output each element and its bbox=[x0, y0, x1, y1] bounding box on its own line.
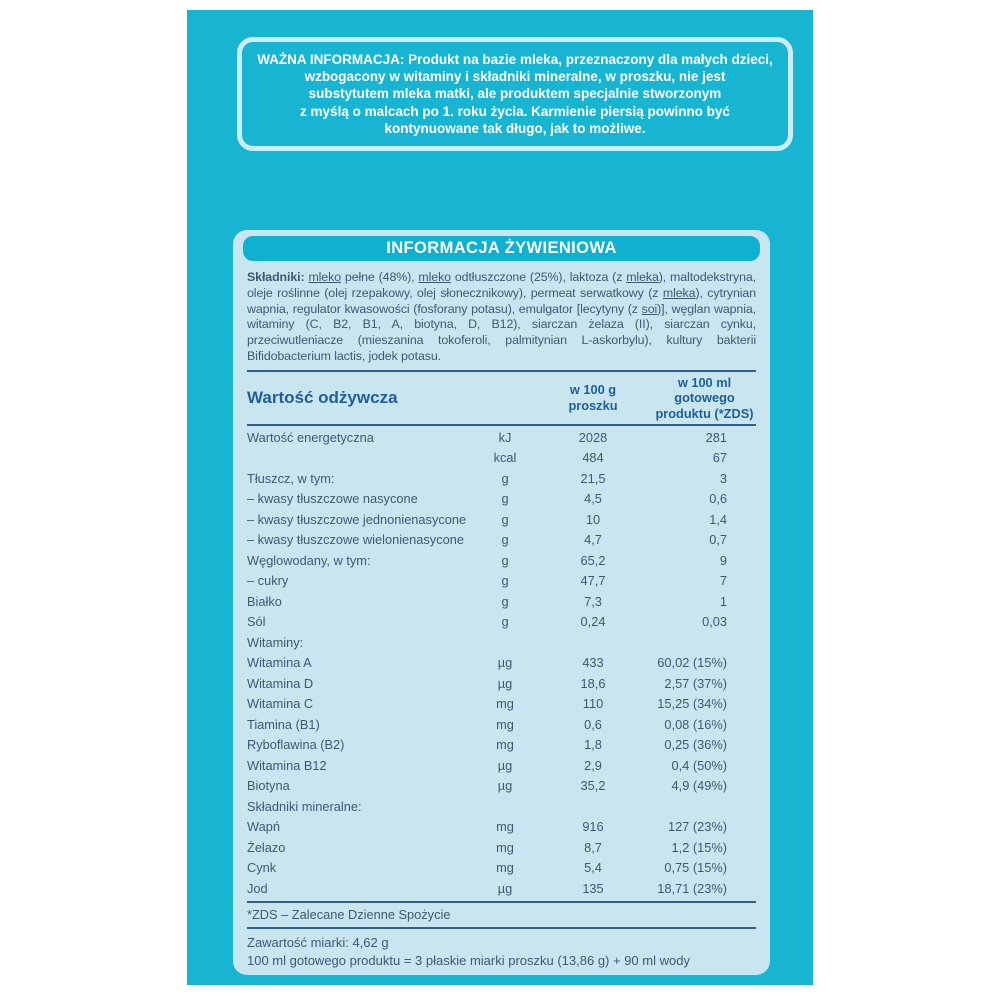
nutrient-unit: mg bbox=[496, 737, 514, 753]
value-per-100ml: 67 bbox=[712, 450, 727, 466]
value-per-100ml bbox=[653, 797, 756, 818]
table-row bbox=[247, 571, 756, 592]
table-row bbox=[247, 838, 756, 859]
value-per-100g: 0,6 bbox=[584, 716, 602, 732]
table-row bbox=[247, 756, 756, 777]
table-row bbox=[247, 797, 756, 818]
value-per-100ml: 0,03 bbox=[702, 614, 727, 630]
value-per-100ml: 0,6 bbox=[709, 491, 727, 507]
table-row bbox=[247, 612, 756, 633]
nutrient-unit: mg bbox=[496, 716, 514, 732]
nutrient-label: Wartość energetyczna bbox=[247, 429, 374, 445]
value-per-100ml: 15,25 (34%) bbox=[657, 696, 727, 712]
value-per-100ml: 3 bbox=[719, 470, 727, 486]
value-per-100ml: 0,75 (15%) bbox=[664, 860, 727, 876]
text-line: w 100 ml bbox=[677, 374, 732, 390]
ingredient-segment: mleka bbox=[626, 270, 659, 284]
ingredient-segment: pełne (48%), bbox=[341, 270, 419, 284]
value-per-100ml: 2,57 (37%) bbox=[664, 675, 727, 691]
nutrient-label: Witamina C bbox=[247, 696, 314, 712]
table-row bbox=[247, 530, 756, 551]
column-header-per-100ml bbox=[653, 375, 756, 422]
text-line: wzbogacony w witaminy i składniki mineralne, w proszku, nie jest bbox=[304, 69, 726, 85]
nutrient-label: Witamina A bbox=[247, 655, 312, 671]
column-header-per-100g bbox=[533, 382, 653, 413]
nutrient-label: Węglowodany, w tym: bbox=[247, 552, 371, 568]
nutrient-label: Biotyna bbox=[247, 778, 290, 794]
table-row bbox=[247, 858, 756, 879]
nutrition-table-body bbox=[247, 426, 756, 902]
table-row bbox=[247, 428, 756, 449]
nutrient-unit: mg bbox=[496, 839, 514, 855]
nutrient-label: Jod bbox=[247, 880, 268, 896]
nutrient-unit: g bbox=[501, 573, 509, 589]
ingredient-segment: Składniki: bbox=[247, 270, 309, 284]
nutrient-unit: mg bbox=[496, 696, 514, 712]
nutrient-label: – kwasy tłuszczowe jednonienasycone bbox=[247, 511, 467, 527]
ingredient-segment: ), maltodekstryna, oleje roślinne (olej rzepakowy, olej słonecznikowy), permeat serwatkowy (z bbox=[247, 270, 756, 300]
table-row bbox=[247, 674, 756, 695]
nutrition-panel-title: INFORMACJA ŻYWIENIOWA bbox=[386, 239, 617, 257]
table-row bbox=[247, 879, 756, 900]
ingredient-segment: ), cytrynian wapnia, regulator kwasowości (fosforany potasu), emulgator [lecytyny (z bbox=[247, 285, 756, 316]
preparation-block bbox=[247, 929, 756, 969]
table-row bbox=[247, 715, 756, 736]
text-line: substytutem mleka matki, ale produktem specjalnie stworzonym bbox=[308, 86, 722, 102]
text-line: produktu (*ZDS) bbox=[655, 405, 754, 421]
value-per-100g: 21,5 bbox=[580, 470, 606, 486]
ingredient-segment: soi bbox=[641, 301, 658, 316]
nutrient-unit: g bbox=[501, 491, 509, 507]
important-information-box bbox=[237, 37, 793, 151]
nutrient-label bbox=[247, 448, 477, 469]
text-line: gotowego bbox=[674, 390, 735, 406]
value-per-100g: 5,4 bbox=[584, 860, 602, 876]
text-line: WAŻNA INFORMACJA: Produkt na bazie mleka, przeznaczony dla małych dzieci, bbox=[257, 52, 773, 67]
table-row bbox=[247, 735, 756, 756]
ingredient-segment: mleko bbox=[418, 270, 451, 284]
value-per-100ml: 0,7 bbox=[709, 532, 727, 548]
table-row bbox=[247, 489, 756, 510]
value-per-100g bbox=[533, 797, 653, 818]
table-row bbox=[247, 633, 756, 654]
nutrient-label: – cukry bbox=[247, 573, 289, 589]
value-per-100g: 0,24 bbox=[580, 614, 606, 630]
table-row bbox=[247, 694, 756, 715]
nutrient-label: Białko bbox=[247, 593, 282, 609]
value-per-100g: 2028 bbox=[578, 429, 608, 445]
value-per-100ml: 0,4 (50%) bbox=[671, 757, 727, 773]
nutrient-label: Żelazo bbox=[247, 839, 286, 855]
nutrient-label: Ryboflawina (B2) bbox=[247, 737, 345, 753]
value-per-100g: 1,8 bbox=[584, 737, 602, 753]
nutrient-label: – kwasy tłuszczowe wielonienasycone bbox=[247, 532, 464, 548]
ingredient-segment: mleko bbox=[308, 270, 341, 284]
text-line: w 100 g bbox=[569, 382, 617, 398]
nutrient-label: Sól bbox=[247, 614, 266, 630]
text-line: proszku bbox=[568, 397, 618, 413]
nutrient-unit: µg bbox=[497, 757, 513, 773]
nutrient-unit: g bbox=[501, 470, 509, 486]
nutrient-unit: g bbox=[501, 552, 509, 568]
value-per-100g: 7,3 bbox=[584, 593, 602, 609]
table-row bbox=[247, 469, 756, 490]
nutrient-unit bbox=[477, 797, 533, 818]
value-per-100g: 4,7 bbox=[584, 532, 602, 548]
value-per-100g: 110 bbox=[582, 696, 604, 712]
value-per-100g: 35,2 bbox=[580, 778, 606, 794]
nutrient-label: Wapń bbox=[247, 819, 280, 835]
value-per-100ml: 60,02 (15%) bbox=[657, 655, 727, 671]
value-per-100ml bbox=[653, 633, 756, 654]
nutrition-panel bbox=[233, 230, 770, 975]
nutrient-unit: kcal bbox=[493, 450, 517, 466]
ingredients-paragraph bbox=[247, 270, 756, 365]
value-per-100g: 8,7 bbox=[584, 839, 602, 855]
value-per-100g bbox=[533, 633, 653, 654]
ingredient-segment: )], węglan wapnia, witaminy (C, B2, B1, A, biotyna, D, B12), siarczan żelaza (II), siarczan cynku, przeciwutleniacze (mieszanina tokoferoli, palmitynian L-askorbylu), kultury bakterii Bifidobacterium lactis, jodek potasu. bbox=[247, 301, 756, 363]
nutrient-label: Cynk bbox=[247, 860, 277, 876]
nutrient-label: Witamina D bbox=[247, 675, 314, 691]
nutrient-unit: g bbox=[501, 593, 509, 609]
text-line: kontynuowane tak długo, jak to możliwe. bbox=[384, 120, 646, 136]
scoop-content-line: Zawartość miarki: 4,62 g bbox=[247, 935, 389, 951]
value-per-100ml: 0,25 (36%) bbox=[664, 737, 727, 753]
value-per-100g: 4,5 bbox=[584, 491, 602, 507]
nutrient-unit: mg bbox=[496, 819, 514, 835]
value-per-100ml: 0,08 (16%) bbox=[664, 716, 727, 732]
value-per-100ml: 1,2 (15%) bbox=[671, 839, 727, 855]
value-per-100ml: 1 bbox=[719, 593, 727, 609]
text-line: z myślą o malcach po 1. roku życia. Karmienie piersią powinno być bbox=[300, 103, 730, 119]
nutrient-unit: mg bbox=[496, 860, 514, 876]
value-per-100ml: 1,4 bbox=[709, 511, 727, 527]
nutrient-unit: g bbox=[501, 614, 509, 630]
value-per-100ml: 4,9 (49%) bbox=[671, 778, 727, 794]
nutrient-label: Witaminy: bbox=[247, 634, 304, 650]
value-per-100ml: 18,71 (23%) bbox=[657, 880, 727, 896]
table-title: Wartość odżywcza bbox=[247, 387, 398, 407]
value-per-100g: 65,2 bbox=[580, 552, 606, 568]
zds-footnote: *ZDS – Zalecane Dzienne Spożycie bbox=[247, 907, 451, 923]
value-per-100g: 10 bbox=[585, 511, 601, 527]
value-per-100g: 47,7 bbox=[580, 573, 606, 589]
table-row bbox=[247, 776, 756, 797]
nutrient-label: – kwasy tłuszczowe nasycone bbox=[247, 491, 418, 507]
value-per-100g: 916 bbox=[582, 819, 604, 835]
nutrient-unit: g bbox=[501, 511, 509, 527]
table-row bbox=[247, 448, 756, 469]
preparation-line: 100 ml gotowego produktu = 3 płaskie miarki proszku (13,86 g) + 90 ml wody bbox=[247, 952, 690, 968]
value-per-100g: 484 bbox=[582, 450, 604, 466]
value-per-100ml: 127 (23%) bbox=[667, 819, 727, 835]
nutrient-label: Składniki mineralne: bbox=[247, 798, 362, 814]
value-per-100g: 18,6 bbox=[580, 675, 606, 691]
nutrient-unit: kJ bbox=[498, 429, 512, 445]
nutrient-label: Tiamina (B1) bbox=[247, 716, 320, 732]
table-row bbox=[247, 551, 756, 572]
value-per-100g: 135 bbox=[582, 880, 604, 896]
value-per-100g: 433 bbox=[582, 655, 604, 671]
table-row bbox=[247, 653, 756, 674]
ingredient-segment: mleka bbox=[662, 285, 696, 300]
table-row bbox=[247, 592, 756, 613]
nutrient-unit bbox=[477, 633, 533, 654]
value-per-100ml: 9 bbox=[719, 552, 727, 568]
table-row bbox=[247, 817, 756, 838]
table-header-row bbox=[247, 372, 756, 424]
product-package-back bbox=[187, 10, 813, 985]
ingredient-segment: odtłuszczone (25%), laktoza (z bbox=[450, 270, 627, 284]
nutrition-panel-title-bar bbox=[243, 236, 760, 261]
value-per-100ml: 281 bbox=[705, 429, 727, 445]
table-row bbox=[247, 510, 756, 531]
nutrient-label: Tłuszcz, w tym: bbox=[247, 470, 335, 486]
nutrient-unit: µg bbox=[497, 778, 513, 794]
nutrient-unit: µg bbox=[497, 655, 513, 671]
nutrient-unit: µg bbox=[497, 675, 513, 691]
important-information-text bbox=[254, 51, 776, 137]
nutrient-unit: g bbox=[501, 532, 509, 548]
nutrient-label: Witamina B12 bbox=[247, 757, 327, 773]
value-per-100ml: 7 bbox=[719, 573, 727, 589]
value-per-100g: 2,9 bbox=[584, 757, 602, 773]
nutrient-unit: µg bbox=[497, 880, 513, 896]
